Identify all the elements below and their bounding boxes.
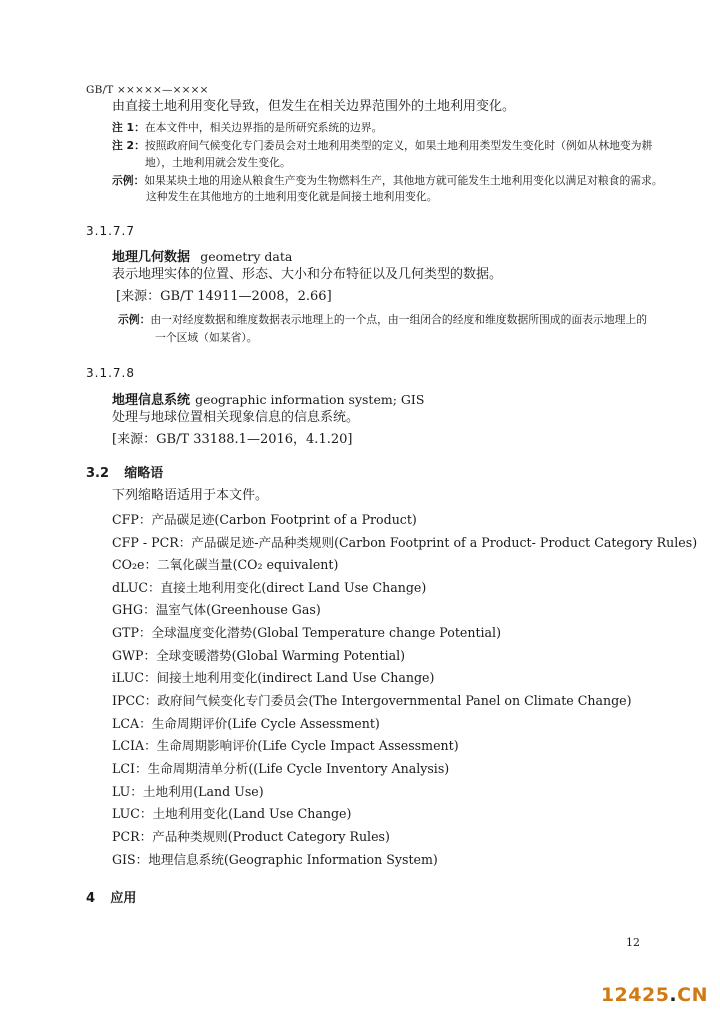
term-name-en: geographic information system; GIS bbox=[195, 392, 425, 407]
site-watermark-logo bbox=[601, 984, 708, 1006]
abbreviation-item: CFP：产品碳足迹(Carbon Footprint of a Product) bbox=[112, 512, 417, 527]
term-source: [来源：GB/T 33188.1—2016，4.1.20] bbox=[112, 432, 353, 447]
note-2 bbox=[112, 139, 652, 153]
example-1-text-cont: 这种发生在其他地方的土地利用变化就是间接土地利用变化。 bbox=[146, 190, 438, 203]
abbreviation-item: CO₂e：二氧化碳当量(CO₂ equivalent) bbox=[112, 557, 339, 572]
abbreviation-item: LCIA：生命周期影响评价(Life Cycle Impact Assessment) bbox=[112, 738, 459, 753]
example-1-text: 如果某块土地的用途从粮食生产变为生物燃料生产，其他地方就可能发生土地利用变化以满足对粮食的需求。 bbox=[144, 174, 663, 187]
term-name-zh: 地理几何数据 bbox=[112, 250, 191, 265]
abbreviation-item: GWP：全球变暖潜势(Global Warming Potential) bbox=[112, 648, 406, 663]
section-heading-4 bbox=[86, 887, 136, 906]
abbreviation-item: LCI：生命周期清单分析((Life Cycle Inventory Analysis) bbox=[112, 761, 450, 776]
abbreviation-item: CFP - PCR：产品碳足迹-产品种类规则(Carbon Footprint of a Product- Product Category Rules) bbox=[112, 535, 698, 550]
term-example-label: 示例： bbox=[118, 313, 151, 326]
note-1 bbox=[112, 121, 382, 135]
note-1-text: 在本文件中，相关边界指的是所研究系统的边界。 bbox=[144, 121, 383, 134]
abbreviation-item: LU：土地利用(Land Use) bbox=[112, 784, 264, 799]
clause-number-3-1-7-8: 3.1.7.8 bbox=[86, 366, 135, 380]
abbreviation-item: IPCC：政府间气候变化专门委员会(The Intergovernmental Panel on Climate Change) bbox=[112, 693, 632, 708]
term-definition: 表示地理实体的位置、形态、大小和分布特征以及几何类型的数据。 bbox=[112, 267, 503, 282]
section-heading-3-2 bbox=[86, 462, 163, 481]
example-1 bbox=[112, 174, 663, 188]
intro-continuation: 由直接土地利用变化导致，但发生在相关边界范围外的土地利用变化。 bbox=[112, 99, 516, 114]
clause-number-3-1-7-7: 3.1.7.7 bbox=[86, 224, 135, 238]
watermark-dot: . bbox=[669, 984, 678, 1006]
term-example bbox=[118, 313, 647, 327]
section-number: 4 bbox=[86, 891, 96, 906]
section-title: 缩略语 bbox=[124, 466, 164, 481]
note-2-text: 按照政府间气候变化专门委员会对土地利用类型的定义，如果土地利用类型发生变化时（例如从林地变为耕 bbox=[144, 139, 653, 152]
abbreviation-item: iLUC：间接土地利用变化(indirect Land Use Change) bbox=[112, 670, 435, 685]
term-source: [来源：GB/T 14911—2008，2.66] bbox=[116, 289, 332, 304]
abbreviation-item: PCR：产品种类规则(Product Category Rules) bbox=[112, 829, 390, 844]
section-title: 应用 bbox=[110, 891, 137, 906]
note-2-text-cont: 地），土地利用就会发生变化。 bbox=[145, 156, 291, 169]
abbreviation-item: GTP：全球温度变化潜势(Global Temperature change Potential) bbox=[112, 625, 501, 640]
watermark-tld: CN bbox=[677, 984, 708, 1006]
abbreviation-item: GHG：温室气体(Greenhouse Gas) bbox=[112, 602, 321, 617]
watermark-main: 12425 bbox=[600, 984, 670, 1006]
term-example-text: 由一对经度数据和维度数据表示地理上的一个点，由一组闭合的经度和维度数据所围成的面表示地理上的 bbox=[150, 313, 648, 326]
term-name-en: geometry data bbox=[200, 249, 293, 264]
note-1-label: 注 1： bbox=[112, 121, 145, 134]
term-example-text-cont: 一个区域（如某省）。 bbox=[155, 331, 258, 344]
term-title-geometry-data bbox=[112, 246, 292, 265]
note-2-label: 注 2： bbox=[112, 139, 145, 152]
document-code-header: GB/T ×××××—×××× bbox=[86, 84, 209, 96]
abbreviation-item: LUC：土地利用变化(Land Use Change) bbox=[112, 806, 352, 821]
abbreviation-item: LCA：生命周期评价(Life Cycle Assessment) bbox=[112, 716, 380, 731]
abbreviation-item: dLUC：直接土地利用变化(direct Land Use Change) bbox=[112, 580, 427, 595]
term-name-zh: 地理信息系统 bbox=[112, 393, 191, 408]
abbreviation-item: GIS：地理信息系统(Geographic Information System) bbox=[112, 852, 438, 867]
abbreviations-intro: 下列缩略语适用于本文件。 bbox=[112, 488, 269, 503]
term-definition: 处理与地球位置相关现象信息的信息系统。 bbox=[112, 410, 360, 425]
page-number: 12 bbox=[626, 936, 640, 949]
example-1-label: 示例： bbox=[112, 174, 145, 187]
term-title-gis bbox=[112, 389, 424, 408]
section-number: 3.2 bbox=[86, 466, 110, 481]
